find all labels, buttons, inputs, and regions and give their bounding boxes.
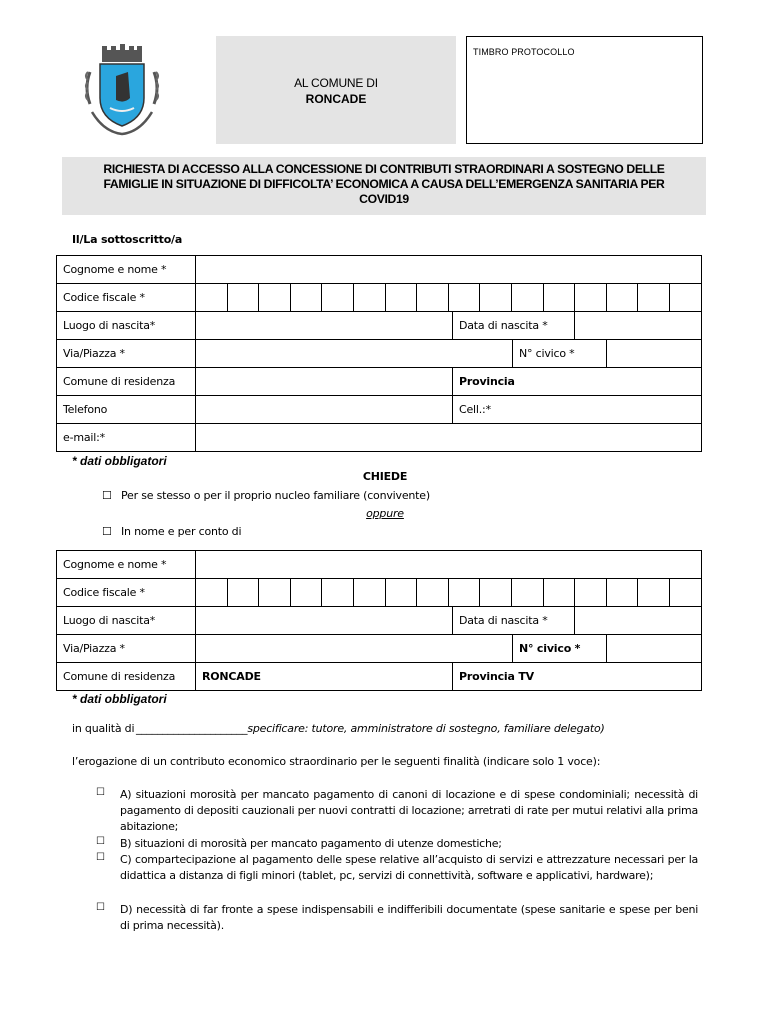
- tax-code-char-box[interactable]: [386, 284, 418, 312]
- tax-code-char-box[interactable]: [575, 284, 607, 312]
- purpose-intro: l’erogazione di un contributo economico straordinario per le seguenti finalità (indicare solo 1 voce):: [72, 755, 601, 768]
- tax-code-char-box[interactable]: [354, 579, 386, 607]
- phone-field[interactable]: [196, 396, 453, 424]
- table-row: [57, 312, 702, 340]
- province-value: Provincia TV: [453, 663, 702, 691]
- required-fields-note: * dati obbligatori: [72, 692, 167, 706]
- option-self[interactable]: [102, 489, 430, 502]
- tax-code-char-box[interactable]: [259, 579, 291, 607]
- mobile-label: Cell.:*: [453, 396, 702, 424]
- province-label: Provincia: [453, 368, 702, 396]
- street-label: Via/Piazza *: [57, 635, 196, 663]
- street-field[interactable]: [196, 635, 513, 663]
- surname-field[interactable]: [196, 551, 702, 579]
- undersigned-intro: Il/La sottoscritto/a: [72, 233, 183, 246]
- tax-code-char-box[interactable]: [512, 579, 544, 607]
- tax-code-char-box[interactable]: [417, 579, 449, 607]
- title-line-3: COVID19: [359, 192, 409, 206]
- birthplace-label: Luogo di nascita*: [57, 312, 196, 340]
- table-row: [57, 396, 702, 424]
- birthplace-field[interactable]: [196, 607, 453, 635]
- checkbox[interactable]: ☐: [96, 836, 105, 847]
- phone-label: Telefono: [57, 396, 196, 424]
- tax-code-label: Codice fiscale *: [57, 284, 196, 312]
- email-label: e-mail:*: [57, 424, 196, 452]
- table-row: [57, 284, 702, 312]
- capacity-line[interactable]: [136, 722, 605, 735]
- tax-code-char-box[interactable]: [228, 579, 260, 607]
- birthdate-field[interactable]: [575, 607, 702, 635]
- residence-label: Comune di residenza: [57, 663, 196, 691]
- table-row: [57, 340, 702, 368]
- purpose-item-c: C) compartecipazione al pagamento delle spese relative all’acquisto di servizi e attrezzature necessari per la didattica a distanza di figli minori (tablet, pc, servizi di connettività, software e applicativi, hardware);: [120, 853, 698, 882]
- tax-code-char-box[interactable]: [259, 284, 291, 312]
- tax-code-char-box[interactable]: [417, 284, 449, 312]
- checkbox[interactable]: ☐: [96, 902, 105, 913]
- table-row: [57, 368, 702, 396]
- tax-code-char-box[interactable]: [544, 284, 576, 312]
- residence-value: RONCADE: [196, 663, 453, 691]
- title-line-1: RICHIESTA DI ACCESSO ALLA CONCESSIONE DI CONTRIBUTI STRAORDINARI A SOSTEGNO DELLE: [103, 162, 665, 176]
- capacity-label: in qualità di: [72, 722, 135, 735]
- tax-code-char-box[interactable]: [480, 579, 512, 607]
- tax-code-char-box[interactable]: [607, 284, 639, 312]
- surname-label: Cognome e nome *: [57, 551, 196, 579]
- tax-code-char-box[interactable]: [291, 284, 323, 312]
- tax-code-char-box[interactable]: [480, 284, 512, 312]
- tax-code-char-box[interactable]: [607, 579, 639, 607]
- tax-code-char-box[interactable]: [638, 284, 670, 312]
- stamp-label: TIMBRO PROTOCOLLO: [473, 47, 575, 57]
- checkbox[interactable]: ☐: [96, 787, 105, 798]
- table-row: [57, 635, 702, 663]
- option-self-label: Per se stesso o per il proprio nucleo familiare (convivente): [120, 489, 430, 502]
- email-field[interactable]: [196, 424, 702, 452]
- residence-label: Comune di residenza: [57, 368, 196, 396]
- tax-code-char-box[interactable]: [670, 284, 702, 312]
- tax-code-char-box[interactable]: [322, 579, 354, 607]
- purpose-item-b: B) situazioni di morosità per mancato pagamento di utenze domestiche;: [120, 837, 502, 850]
- capacity-blank: _____________________: [136, 722, 248, 735]
- table-row: [57, 424, 702, 452]
- document-title: [62, 157, 706, 215]
- house-number-field[interactable]: [607, 340, 702, 368]
- tax-code-char-box[interactable]: [449, 284, 481, 312]
- tax-code-char-box[interactable]: [196, 284, 228, 312]
- tax-code-char-box[interactable]: [544, 579, 576, 607]
- tax-code-char-box[interactable]: [291, 579, 323, 607]
- table-row: [57, 551, 702, 579]
- title-line-2: FAMIGLIE IN SITUAZIONE DI DIFFICOLTA’ ECONOMICA A CAUSA DELL’EMERGENZA SANITARIA PER: [103, 177, 665, 191]
- checkbox[interactable]: ☐: [102, 489, 112, 502]
- applicant-table: [56, 255, 702, 452]
- capacity-hint: specificare: tutore, amministratore di sostegno, familiare delegato): [247, 722, 605, 735]
- option-other[interactable]: [102, 525, 241, 538]
- beneficiary-table: [56, 550, 702, 691]
- request-heading: CHIEDE: [362, 470, 408, 483]
- tax-code-char-box[interactable]: [638, 579, 670, 607]
- birthplace-label: Luogo di nascita*: [57, 607, 196, 635]
- house-number-label: N° civico *: [513, 635, 607, 663]
- birthplace-field[interactable]: [196, 312, 453, 340]
- checkbox[interactable]: ☐: [102, 525, 112, 538]
- addressee-box: [216, 36, 456, 144]
- or-separator: oppure: [366, 507, 404, 520]
- protocol-stamp-box: [466, 36, 703, 144]
- table-row: [57, 256, 702, 284]
- table-row: [57, 579, 702, 607]
- house-number-label: N° civico *: [513, 340, 607, 368]
- table-row: [57, 663, 702, 691]
- purpose-item-d: D) necessità di far fronte a spese indispensabili e indifferibili documentate (spese sanitarie e spese per beni di prima necessità).: [120, 903, 698, 932]
- addressee-line: AL COMUNE DI: [294, 76, 378, 90]
- tax-code-char-box[interactable]: [196, 579, 228, 607]
- tax-code-char-box[interactable]: [322, 284, 354, 312]
- required-fields-note: * dati obbligatori: [72, 454, 167, 468]
- tax-code-char-box[interactable]: [386, 579, 418, 607]
- purpose-item-a: A) situazioni morosità per mancato pagamento di canoni di locazione e di spese condominiali; necessità di pagamento di depositi cauzionali per nuovi contratti di locazione; arretrati di rate per mutui relativi alla prima abitazione;: [120, 788, 698, 833]
- surname-field[interactable]: [196, 256, 702, 284]
- municipal-crest-logo: [80, 42, 164, 138]
- birthdate-label: Data di nascita *: [453, 312, 575, 340]
- table-row: [57, 607, 702, 635]
- residence-field[interactable]: [196, 368, 453, 396]
- street-label: Via/Piazza *: [57, 340, 196, 368]
- street-field[interactable]: [196, 340, 513, 368]
- birthdate-field[interactable]: [575, 312, 702, 340]
- checkbox[interactable]: ☐: [96, 852, 105, 863]
- tax-code-char-box[interactable]: [354, 284, 386, 312]
- tax-code-char-box[interactable]: [575, 579, 607, 607]
- tax-code-char-box[interactable]: [449, 579, 481, 607]
- tax-code-char-box[interactable]: [512, 284, 544, 312]
- option-other-label: In nome e per conto di: [120, 525, 242, 538]
- house-number-field[interactable]: [607, 635, 702, 663]
- tax-code-label: Codice fiscale *: [57, 579, 196, 607]
- tax-code-char-box[interactable]: [670, 579, 702, 607]
- tax-code-char-box[interactable]: [228, 284, 260, 312]
- birthdate-label: Data di nascita *: [453, 607, 575, 635]
- surname-label: Cognome e nome *: [57, 256, 196, 284]
- addressee-municipality: RONCADE: [305, 92, 367, 106]
